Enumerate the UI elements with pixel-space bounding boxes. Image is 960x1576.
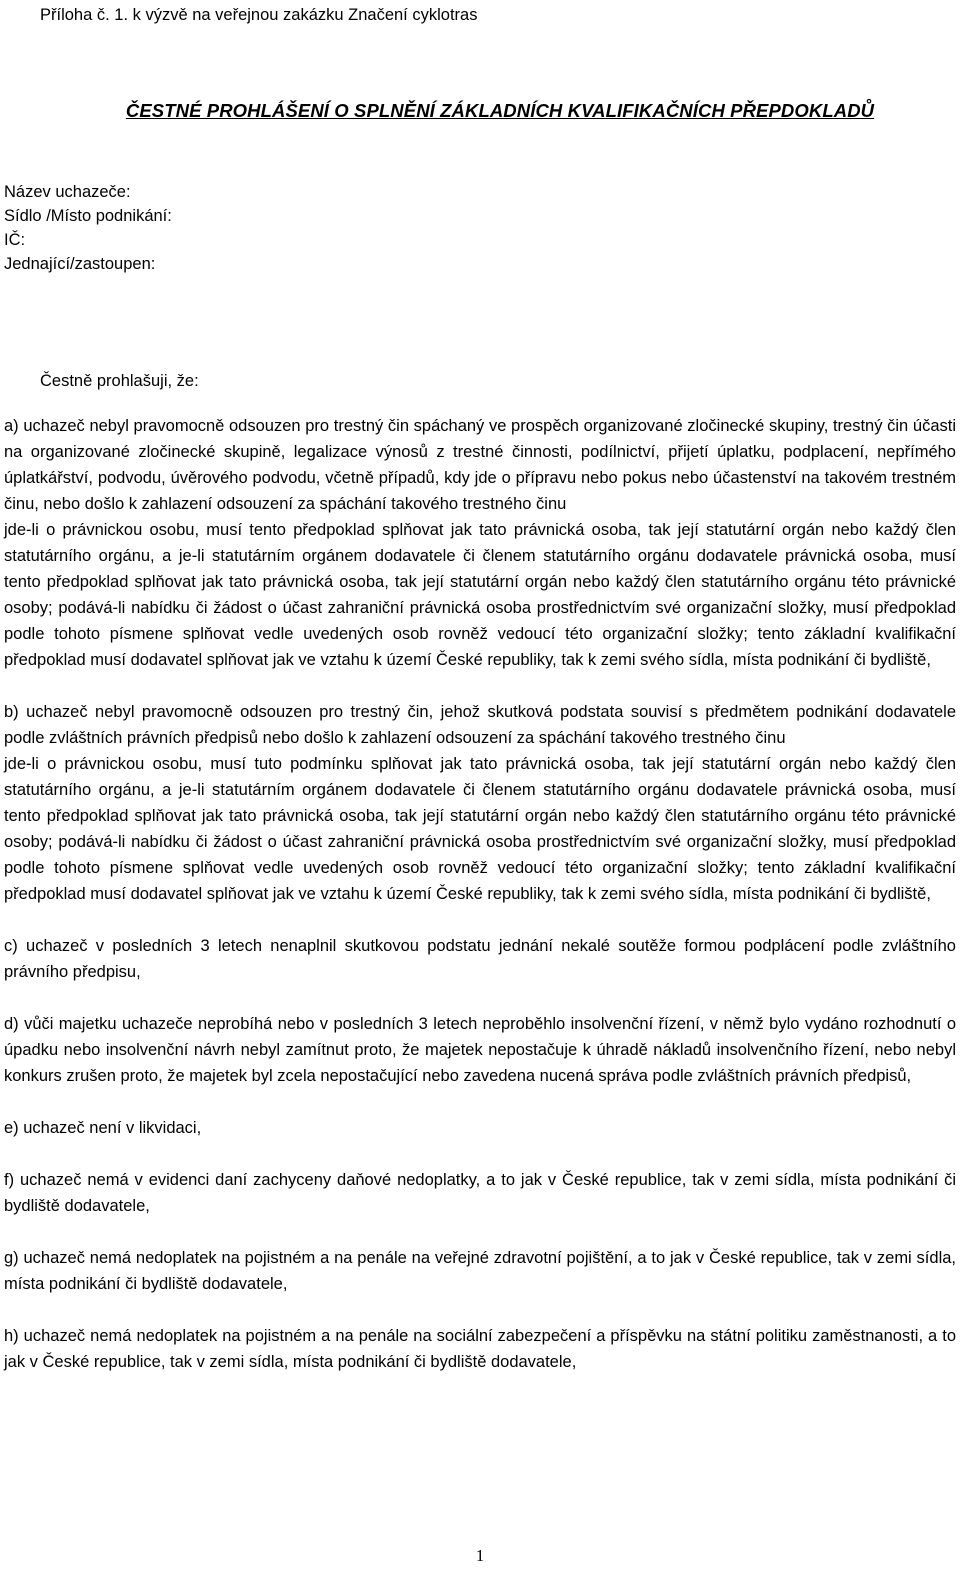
- item-a: [4, 413, 956, 673]
- item-f: [4, 1167, 956, 1219]
- field-name-label: Název uchazeče:: [4, 183, 131, 201]
- item-a-detail: jde-li o právnickou osobu, musí tento předpoklad splňovat jak tato právnická osoba, tak její statutární orgán nebo každý člen statutárního orgánu, a je-li statutárním orgánem dodavatele či členem statutárního orgánu dodavatele právnická osoba, musí tento předpoklad splňovat jak tato právnická osoba, tak její statutární orgán nebo každý člen statutárního orgánu této právnické osoby; podává-li nabídku či žádost o účast zahraniční právnická osoba prostřednictvím své organizační složky, musí předpoklad podle tohoto písmene splňovat vedle uvedených osob rovněž vedoucí této organizační složky; tento základní kvalifikační předpoklad musí dodavatel splňovat jak ve vztahu k území České republiky, tak k zemi svého sídla, místa podnikání či bydliště,: [4, 521, 956, 669]
- page-number: 1: [475, 1546, 485, 1565]
- item-a-main: a) uchazeč nebyl pravomocně odsouzen pro trestný čin spáchaný ve prospěch organizované zločinecké skupiny, trestný čin účasti na organizované zločinecké skupině, legalizace výnosů z trestné činnosti, podílnictví, přijetí úplatku, podplacení, nepřímého úplatkářství, podvodu, úvěrového podvodu, včetně případů, kdy jde o přípravu nebo pokus nebo účastenství na takovém trestném činu, nebo došlo k zahlazení odsouzení za spáchání takového trestného činu: [4, 417, 956, 513]
- attachment-header: Příloha č. 1. k výzvě na veřejnou zakázku Značení cyklotras: [40, 6, 478, 24]
- item-b-detail: jde-li o právnickou osobu, musí tuto podmínku splňovat jak tato právnická osoba, tak její statutární orgán nebo každý člen statutárního orgánu, a je-li statutárním orgánem dodavatele či členem statutárního orgánu dodavatele právnická osoba, musí tento předpoklad splňovat jak tato právnická osoba, tak její statutární orgán nebo každý člen statutárního orgánu této právnické osoby; podává-li nabídku či žádost o účast zahraniční právnická osoba prostřednictvím své organizační složky, musí předpoklad podle tohoto písmene splňovat vedle uvedených osob rovněž vedoucí této organizační složky; tento základní kvalifikační předpoklad musí dodavatel splňovat jak ve vztahu k území České republiky, tak k zemi svého sídla, místa podnikání či bydliště,: [4, 755, 956, 903]
- item-g: [4, 1245, 956, 1297]
- item-g-text: g) uchazeč nemá nedoplatek na pojistném a na penále na veřejné zdravotní pojištění, a to jak v České republice, tak v zemi sídla, místa podnikání či bydliště dodavatele,: [4, 1249, 956, 1293]
- item-b: [4, 699, 956, 907]
- field-seat-label: Sídlo /Místo podnikání:: [4, 207, 172, 225]
- declaration-body: [4, 413, 956, 1401]
- item-d: [4, 1011, 956, 1089]
- item-c-text: c) uchazeč v posledních 3 letech nenaplnil skutkovou podstatu jednání nekalé soutěže formou podplácení podle zvláštního právního předpisu,: [4, 937, 956, 981]
- applicant-fields: [4, 180, 172, 276]
- field-represented-label: Jednající/zastoupen:: [4, 255, 156, 273]
- item-h-text: h) uchazeč nemá nedoplatek na pojistném a na penále na sociální zabezpečení a příspěvku na státní politiku zaměstnanosti, a to jak v České republice, tak v zemi sídla, místa podnikání či bydliště dodavatele,: [4, 1327, 956, 1371]
- document-title: ČESTNÉ PROHLÁŠENÍ O SPLNĚNÍ ZÁKLADNÍCH KVALIFIKAČNÍCH PŘEPDOKLADŮ: [125, 100, 875, 121]
- item-e-text: e) uchazeč není v likvidaci,: [4, 1119, 202, 1137]
- item-d-text: d) vůči majetku uchazeče neprobíhá nebo v posledních 3 letech neproběhlo insolvenční řízení, v němž bylo vydáno rozhodnutí o úpadku nebo insolvenční návrh nebyl zamítnut proto, že majetek nepostačuje k úhradě nákladů insolvenčního řízení, nebo nebyl konkurs zrušen proto, že majetek byl zcela nepostačující nebo zavedena nucená správa podle zvláštních právních předpisů,: [4, 1015, 956, 1085]
- item-e: [4, 1115, 956, 1141]
- declaration-intro: Čestně prohlašuji, že:: [40, 372, 199, 390]
- item-h: [4, 1323, 956, 1375]
- item-c: [4, 933, 956, 985]
- item-f-text: f) uchazeč nemá v evidenci daní zachyceny daňové nedoplatky, a to jak v České republice, tak v zemi sídla, místa podnikání či bydliště dodavatele,: [4, 1171, 956, 1215]
- item-b-main: b) uchazeč nebyl pravomocně odsouzen pro trestný čin, jehož skutková podstata souvisí s předmětem podnikání dodavatele podle zvláštních právních předpisů nebo došlo k zahlazení odsouzení za spáchání takového trestného činu: [4, 703, 956, 747]
- field-ic-label: IČ:: [4, 231, 26, 249]
